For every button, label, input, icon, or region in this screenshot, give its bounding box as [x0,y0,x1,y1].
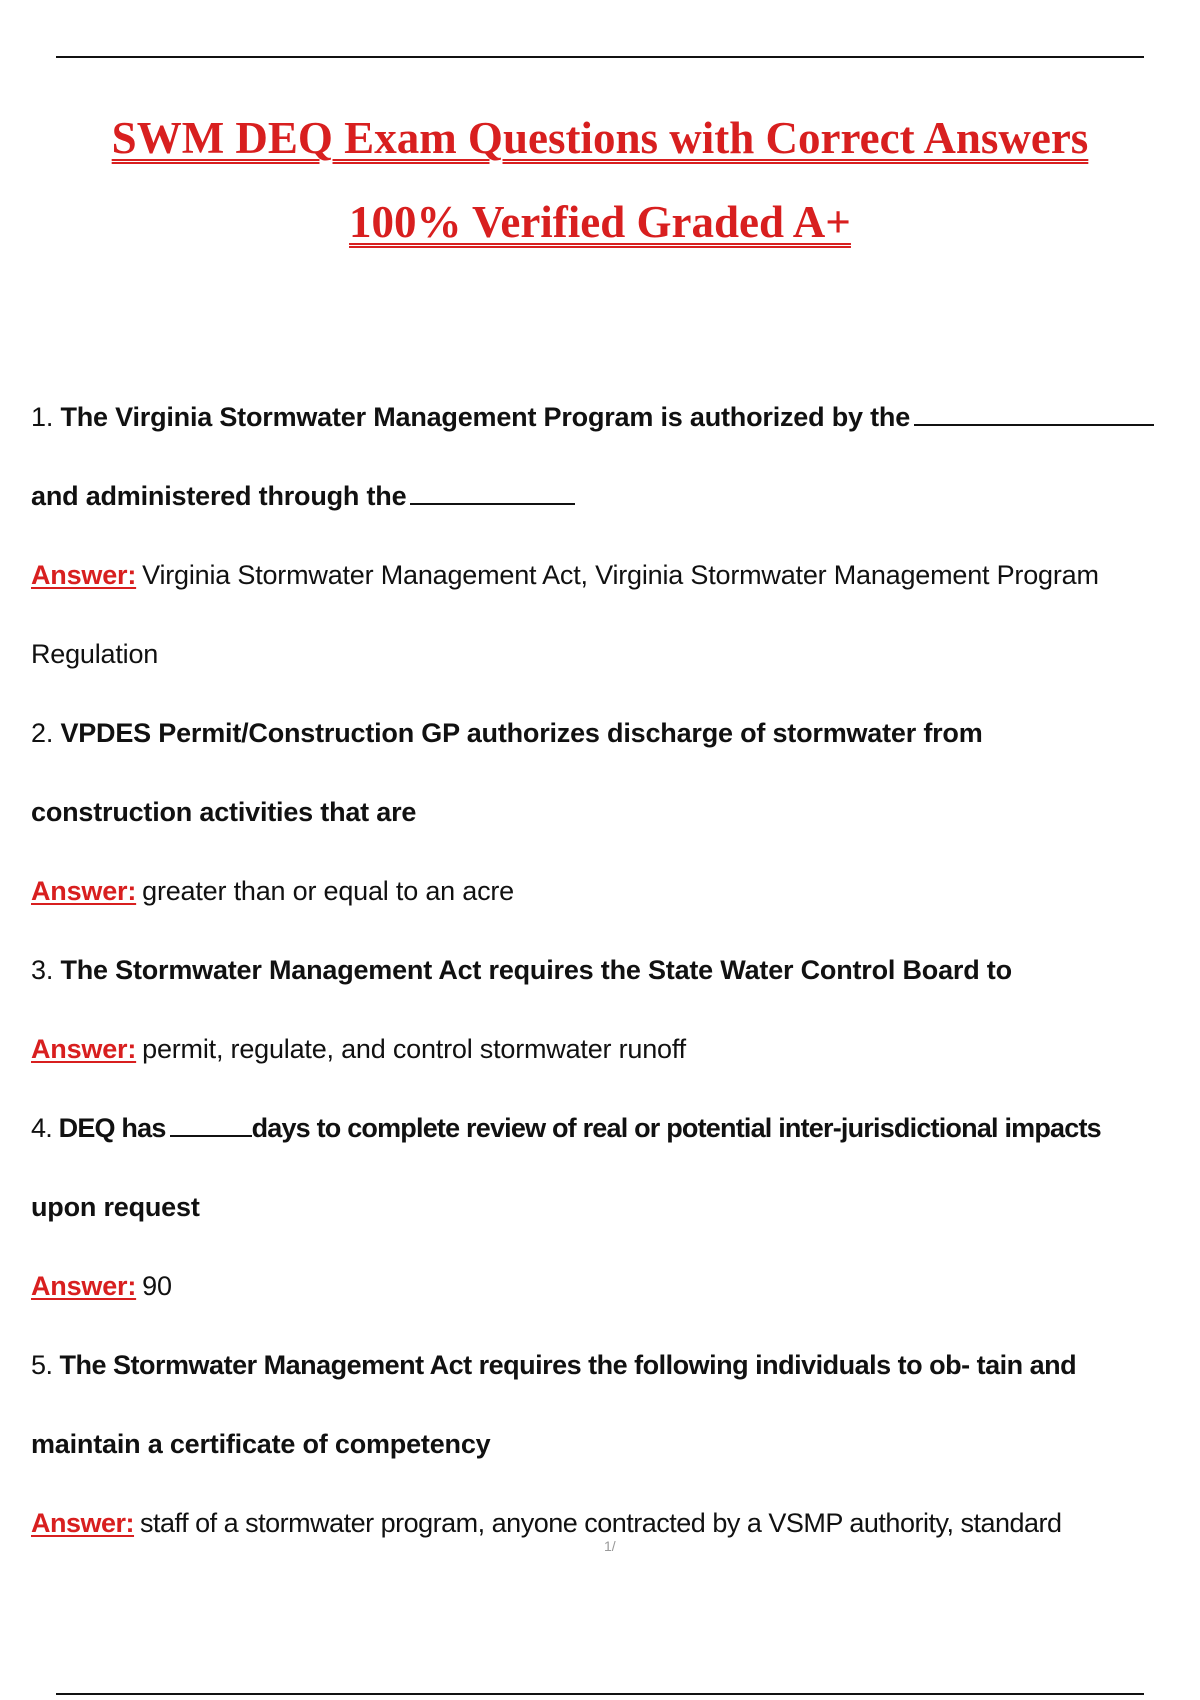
question-number: 3. [31,955,54,985]
answer-text: 90 [142,1271,172,1301]
question-text: and administered through the [31,481,407,511]
answer-3 [31,1032,686,1066]
question-text: maintain a certificate of competency [31,1429,491,1459]
question-text: The Virginia Stormwater Management Program is authorized by the [60,402,911,432]
question-text: The Stormwater Management Act requires the State Water Control Board to [60,955,1012,985]
question-text: DEQ has [58,1113,166,1143]
answer-label: Answer: [31,876,137,906]
answer-text: staff of a stormwater program, anyone contracted by a VSMP authority, standard [140,1508,1062,1538]
question-text: days to complete review of real or potential inter-jurisdictional impacts [251,1113,1101,1143]
document-subtitle [0,197,1200,247]
answer-text: permit, regulate, and control stormwater runoff [142,1034,686,1064]
answer-label: Answer: [31,1271,137,1301]
answer-text: greater than or equal to an acre [142,876,514,906]
question-5-line-1 [31,1348,1076,1382]
page-number: 1/ [604,1538,616,1554]
question-5-line-2 [31,1427,490,1461]
answer-label: Answer: [31,560,137,590]
document-title [0,113,1200,163]
answer-1-line-2 [31,637,158,671]
question-4-line-1 [31,1111,1101,1145]
answer-text: Virginia Stormwater Management Act, Virginia Stormwater Management Program [142,560,1099,590]
answer-blank [170,1135,252,1137]
question-text: upon request [31,1192,200,1222]
answer-5 [31,1506,1062,1540]
question-text: construction activities that are [31,797,417,827]
question-4-line-2 [31,1190,200,1224]
answer-1-line-1 [31,558,1099,592]
question-number: 5. [31,1350,53,1380]
question-number: 1. [31,402,54,432]
question-3-line-1 [31,953,1012,987]
question-number: 2. [31,718,54,748]
question-1-line-2 [31,479,575,513]
answer-text: Regulation [31,639,159,669]
answer-label: Answer: [31,1508,135,1538]
bottom-divider [56,1693,1144,1695]
top-divider [56,56,1144,58]
answer-blank [410,503,575,505]
question-text: VPDES Permit/Construction GP authorizes discharge of stormwater from [60,718,983,748]
answer-4 [31,1269,172,1303]
question-2-line-2 [31,795,416,829]
question-1-line-1 [31,400,1154,434]
title-line-1: SWM DEQ Exam Questions with Correct Answers [111,113,1089,163]
answer-blank [914,424,1154,426]
answer-label: Answer: [31,1034,137,1064]
title-line-2: 100% Verified Graded A+ [349,197,851,247]
question-text: The Stormwater Management Act requires the following individuals to ob- tain and [59,1350,1077,1380]
question-number: 4. [31,1113,52,1143]
question-2-line-1 [31,716,983,750]
answer-2 [31,874,514,908]
